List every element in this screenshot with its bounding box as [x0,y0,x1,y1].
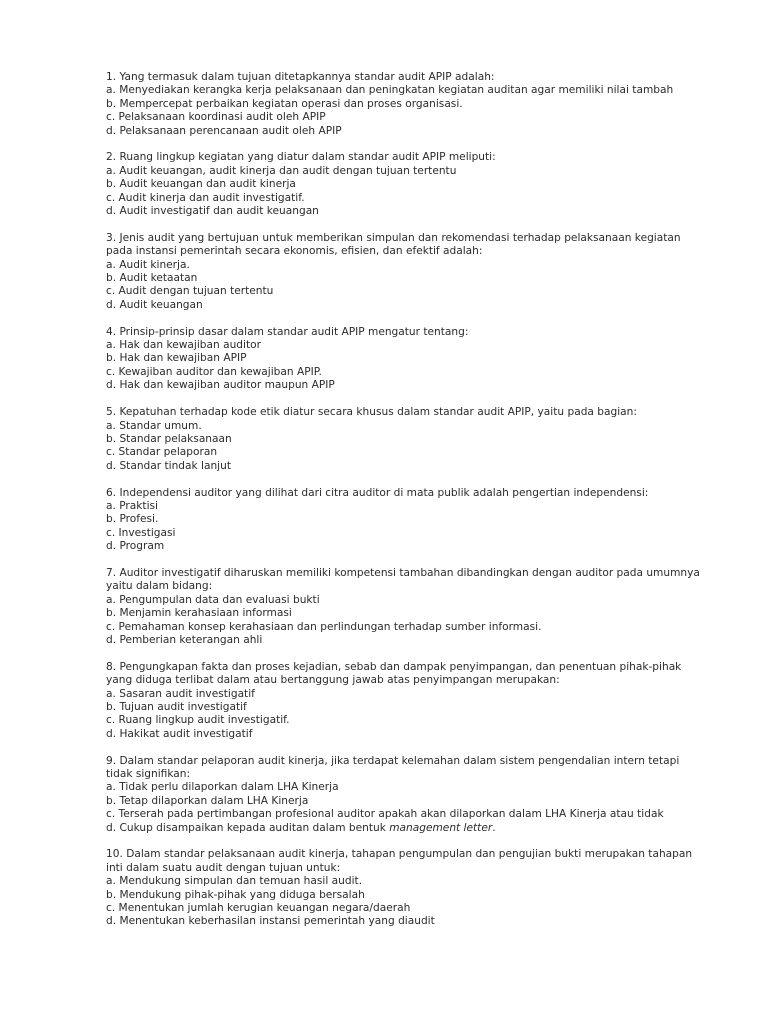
option-b: b. Hak dan kewajiban APIP [106,352,247,365]
question-stem: 1. Yang termasuk dalam tujuan ditetapkannya standar audit APIP adalah: [106,71,495,83]
option-d-emphasis: management letter [389,821,493,834]
option-a: a. Praktisi [106,499,158,512]
question-stem: 7. Auditor investigatif diharuskan memiliki kompetensi tambahan dibandingkan dengan auditor pada umumnya yaitu dalam bidang: [106,566,700,593]
option-c: c. Kewajiban auditor dan kewajiban APIP. [106,365,322,378]
option-a: a. Tidak perlu dilaporkan dalam LHA Kinerja [106,781,339,794]
option-b: b. Menjamin kerahasiaan informasi [106,607,292,620]
option-b: b. Audit keuangan dan audit kinerja [106,178,296,191]
option-a: a. Pengumpulan data dan evaluasi bukti [106,593,320,606]
option-d: d. Standar tindak lanjut [106,459,231,472]
option-b: b. Standar pelaksanaan [106,432,232,445]
option-a: a. Audit kinerja. [106,258,190,271]
option-a: a. Mendukung simpulan dan temuan hasil audit. [106,875,363,888]
option-c: c. Ruang lingkup audit investigatif. [106,714,290,727]
question-stem: 3. Jenis audit yang bertujuan untuk memberikan simpulan dan rekomendasi terhadap pelaksanaan kegiatan pada instansi pemerintah secara ekonomis, efisien, dan efektif adalah: [106,231,681,258]
question-1 [106,71,706,138]
option-c: c. Audit kinerja dan audit investigatif. [106,191,305,204]
question-9 [106,755,706,835]
question-5 [106,406,706,473]
option-a: a. Hak dan kewajiban auditor [106,339,261,352]
option-a: a. Standar umum. [106,419,202,432]
question-7 [106,567,706,647]
question-stem: 8. Pengungkapan fakta dan proses kejadian, sebab dan dampak penyimpangan, dan penentuan pihak-pihak yang diduga terlibat dalam atau bertanggung jawab atas penyimpangan merupakan: [106,660,682,687]
option-d: d. Hak dan kewajiban auditor maupun APIP [106,379,335,392]
option-c: c. Investigasi [106,526,176,539]
option-d: d. Audit keuangan [106,298,203,311]
option-a: a. Sasaran audit investigatif [106,687,255,700]
option-b: b. Profesi. [106,513,159,526]
option-d: d. Menentukan keberhasilan instansi pemerintah yang diaudit [106,915,435,928]
option-d: d. Program [106,540,165,553]
question-2 [106,151,706,218]
option-c: c. Terserah pada pertimbangan profesional auditor apakah akan dilaporkan dalam LHA Kinerja atau tidak [106,808,664,821]
option-b: b. Tujuan audit investigatif [106,700,247,713]
document-page [106,71,706,942]
option-b: b. Mendukung pihak-pihak yang diduga bersalah [106,888,365,901]
question-stem: 2. Ruang lingkup kegiatan yang diatur dalam standar audit APIP meliputi: [106,151,496,164]
option-d: d. Pemberian keterangan ahli [106,633,263,646]
option-d-text: d. Cukup disampaikan kepada auditan dalam bentuk [106,821,390,834]
option-a: a. Menyediakan kerangka kerja pelaksanaan dan peningkatan kegiatan auditan agar memiliki nilai tambah [106,84,674,97]
option-d: d. Hakikat audit investigatif [106,727,253,740]
option-c: c. Pemahaman konsep kerahasiaan dan perlindungan terhadap sumber informasi. [106,620,542,633]
option-c: c. Standar pelaporan [106,446,218,459]
question-stem: 4. Prinsip-prinsip dasar dalam standar audit APIP mengatur tentang: [106,325,469,338]
option-b: b. Mempercepat perbaikan kegiatan operasi dan proses organisasi. [106,97,463,110]
option-c: c. Audit dengan tujuan tertentu [106,285,274,298]
option-d: d. Pelaksanaan perencanaan audit oleh APIP [106,124,342,137]
option-b: b. Tetap dilaporkan dalam LHA Kinerja [106,794,309,807]
question-6 [106,487,706,554]
question-8 [106,661,706,741]
option-d-suffix: . [492,821,496,834]
question-stem: 6. Independensi auditor yang dilihat dari citra auditor di mata publik adalah pengertian independensi: [106,486,649,499]
option-c: c. Menentukan jumlah kerugian keuangan negara/daerah [106,902,411,915]
question-3 [106,232,706,312]
question-stem: 5. Kepatuhan terhadap kode etik diatur secara khusus dalam standar audit APIP, yaitu pada bagian: [106,406,637,419]
question-10 [106,848,706,928]
option-a: a. Audit keuangan, audit kinerja dan audit dengan tujuan tertentu [106,164,457,177]
question-4 [106,326,706,393]
option-c: c. Pelaksanaan koordinasi audit oleh APIP [106,111,326,124]
option-b: b. Audit ketaatan [106,272,198,285]
question-stem: 10. Dalam standar pelaksanaan audit kinerja, tahapan pengumpulan dan pengujian bukti merupakan tahapan inti dalam suatu audit dengan tujuan untuk: [106,848,693,874]
option-d [106,822,706,835]
option-d: d. Audit investigatif dan audit keuangan [106,205,319,218]
question-stem: 9. Dalam standar pelaporan audit kinerja, jika terdapat kelemahan dalam sistem pengendalian intern tetapi tidak signifikan: [106,754,680,780]
